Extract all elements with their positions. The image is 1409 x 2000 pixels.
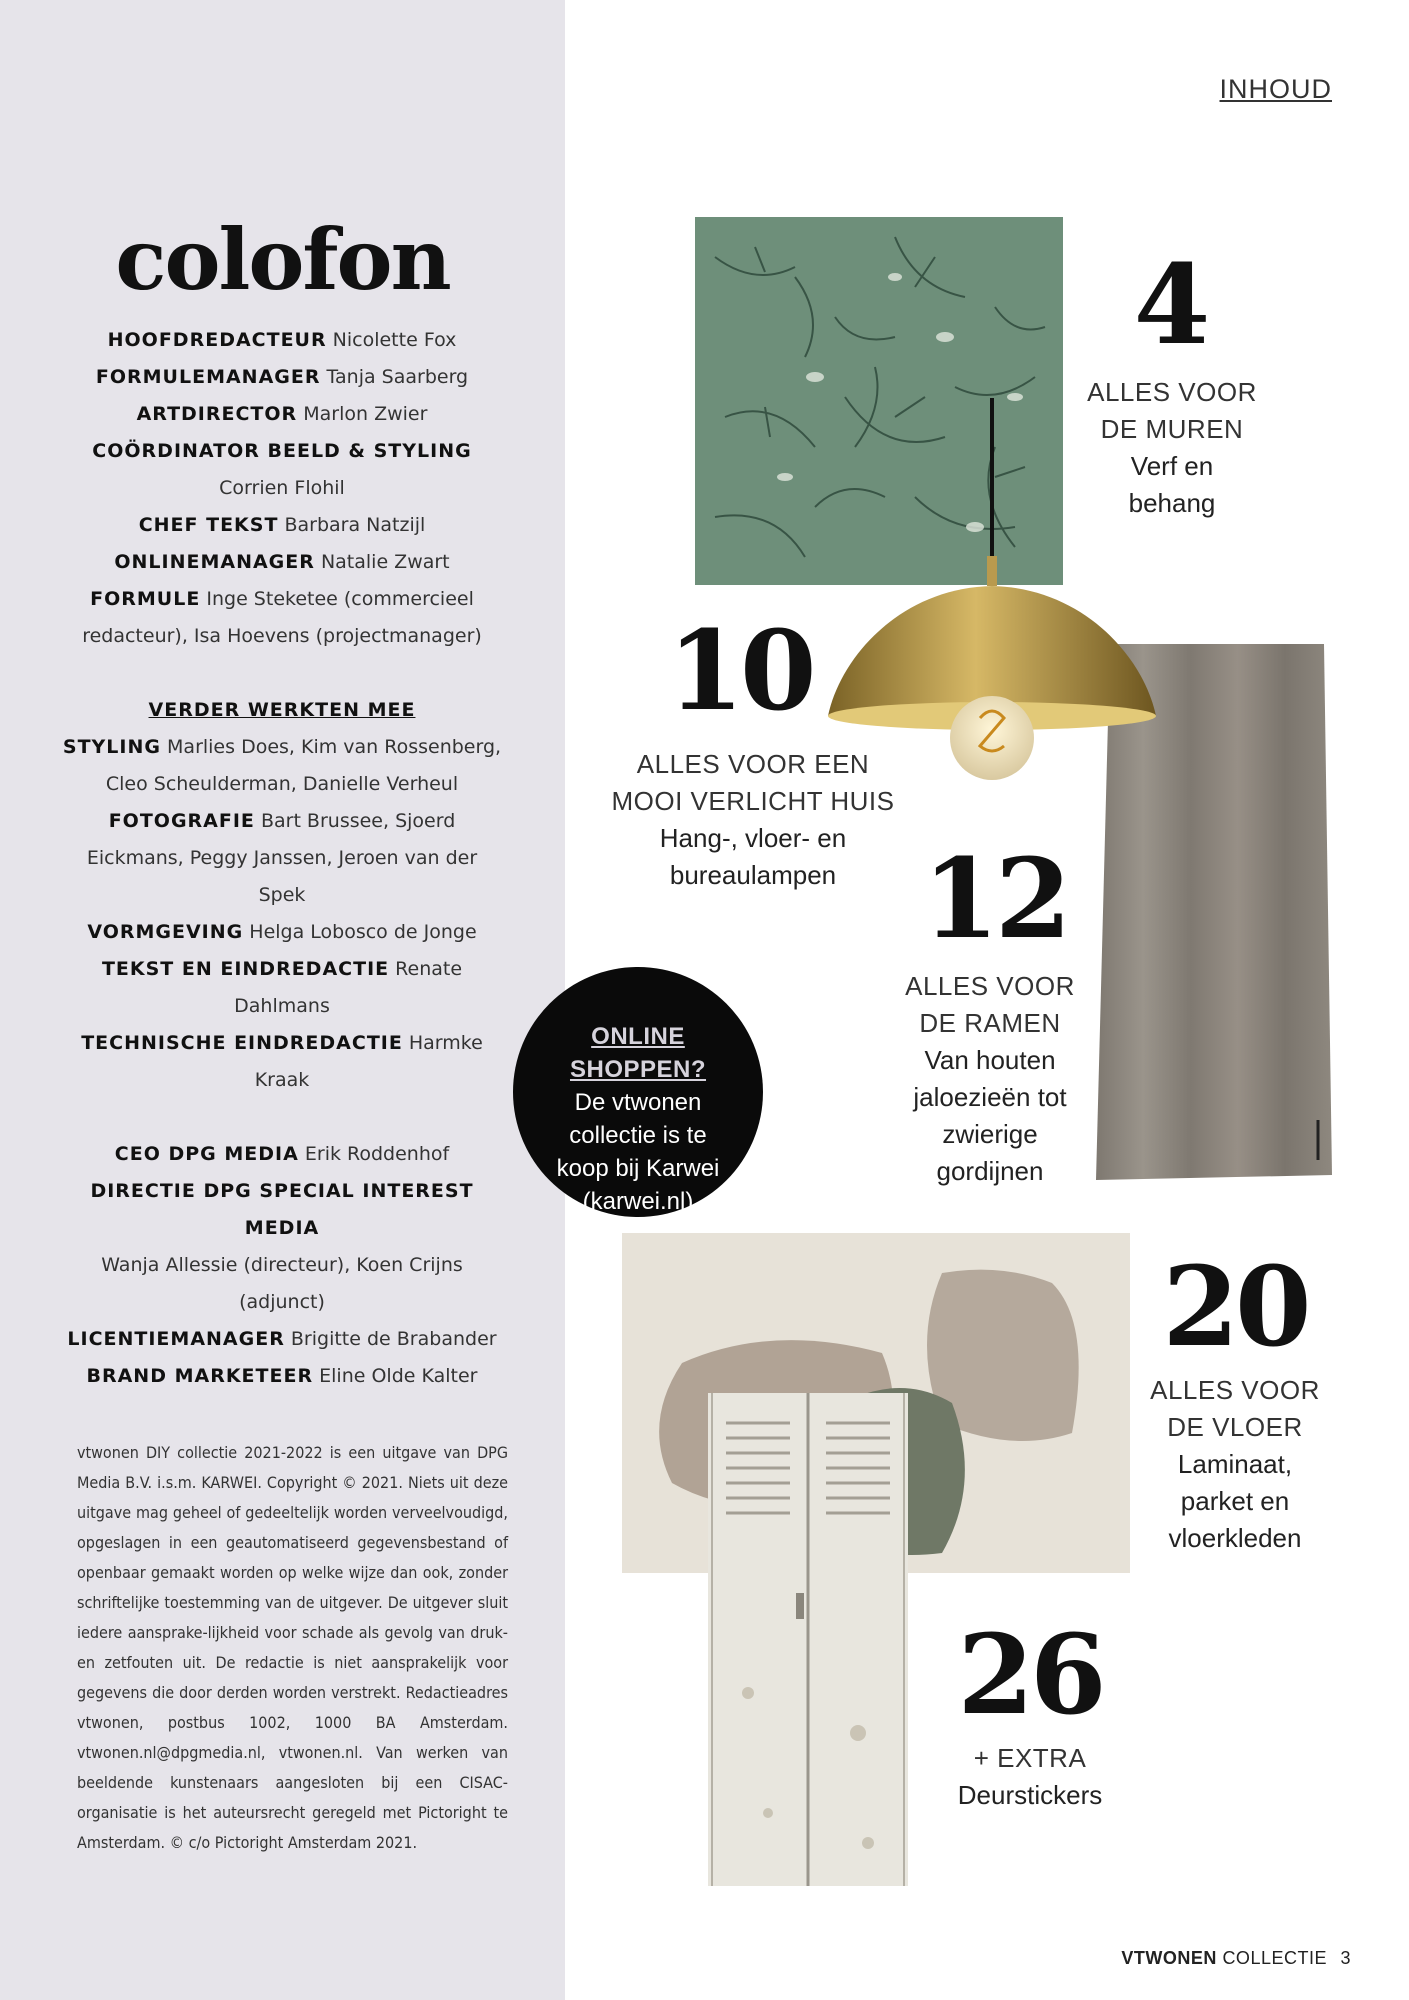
credit-line: DIRECTIE DPG SPECIAL INTEREST MEDIA Wanja Allessie (directeur), Koen Crijns (adjunct) <box>90 1180 474 1313</box>
credit-line: TECHNISCHE EINDREDACTIE Harmke Kraak <box>81 1032 483 1091</box>
credit-line: VORMGEVING Helga Lobosco de Jonge <box>87 921 477 943</box>
credit-line: BRAND MARKETEER Eline Olde Kalter <box>86 1365 478 1387</box>
promo-body-line1: De vtwonen <box>574 1089 702 1116</box>
credit-line: FORMULEMANAGER Tanja Saarberg <box>95 366 469 388</box>
credit-line: FOTOGRAFIE Bart Brussee, Sjoerd Eickmans, Peggy Janssen, Jeroen van der Spek <box>86 810 478 906</box>
credit-line: TEKST EN EINDREDACTIE Renate Dahlmans <box>101 958 463 1017</box>
credit-line: CHEF TEKST Barbara Natzijl <box>138 514 426 536</box>
toc-caption-26: + EXTRA Deurstickers <box>957 1743 1103 1810</box>
toc-caption-20: ALLES VOOR DE VLOER Laminaat, parket en vloerkleden <box>1150 1375 1320 1553</box>
credit-line: ARTDIRECTOR Marlon Zwier <box>136 403 428 425</box>
toc-number-10[interactable]: 10 <box>667 606 813 735</box>
locker-image <box>708 1393 908 1886</box>
credit-line: HOOFDREDACTEUR Nicolette Fox <box>107 329 457 351</box>
credit-line: FORMULE Inge Steketee (commercieel redacteur), Isa Hoevens (projectmanager) <box>82 588 482 647</box>
inhoud-link[interactable]: INHOUD <box>1219 74 1332 104</box>
credit-line: LICENTIEMANAGER Brigitte de Brabander <box>67 1328 497 1350</box>
promo-body-line2: collectie is te <box>569 1122 707 1149</box>
toc-caption-12: ALLES VOOR DE RAMEN Van houten jaloezieën tot zwierige gordijnen <box>905 971 1075 1186</box>
promo-body-line3: koop bij Karwei <box>556 1155 720 1182</box>
credit-line: COÖRDINATOR BEELD & STYLING Corrien Flohil <box>92 440 472 499</box>
toc-caption-4: ALLES VOOR DE MUREN Verf en behang <box>1087 377 1257 518</box>
credits-block <box>62 322 502 1395</box>
credit-line: ONLINEMANAGER Natalie Zwart <box>114 551 450 573</box>
contributors-heading: VERDER WERKTEN MEE <box>148 699 416 721</box>
credit-line: CEO DPG MEDIA Erik Roddenhof <box>114 1143 450 1165</box>
colofon-title: colofon <box>115 210 450 309</box>
legal-text: vtwonen DIY collectie 2021-2022 is een uitgave van DPG Media B.V. i.s.m. KARWEI. Copyright © 2021. Niets uit deze uitgave mag geheel of gedeeltelijk worden verveelvoudigd, opgeslagen in een geautomatiseerd gegevensbestand of openbaar gemaakt worden op welke wijze dan ook, zonder schriftelijke toestemming van de uitgever. De uitgever sluit iedere aansprake-lijkheid voor schade als gevolg van druk- en zetfouten uit. De redactie is niet aansprakelijk voor gegevens die door derden worden verstrekt. Redactieadres vtwonen, postbus 1002, 1000 BA Amsterdam. vtwonen.nl@dpgmedia.nl, vtwonen.nl. Van werken van beeldende kunstenaars aangesloten bij een CISAC-organisatie is het auteursrecht geregeld met Pictoright te Amsterdam. © c/o Pictoright Amsterdam 2021. <box>77 1443 508 1852</box>
online-shop-badge[interactable] <box>513 967 763 1217</box>
credit-line: STYLING Marlies Does, Kim van Rossenberg, Cleo Scheulderman, Danielle Verheul <box>62 736 502 795</box>
toc-number-20[interactable]: 20 <box>1162 1242 1308 1371</box>
toc-caption-10: ALLES VOOR EEN MOOI VERLICHT HUIS Hang-, vloer- en bureaulampen <box>611 749 895 890</box>
promo-title-line2: SHOPPEN? <box>569 1056 707 1083</box>
page-number: 3 <box>1340 1948 1351 1968</box>
promo-title-line1: ONLINE <box>591 1023 685 1050</box>
footer-brand: VTWONEN <box>1121 1948 1217 1968</box>
footer-section: COLLECTIE <box>1222 1948 1327 1968</box>
toc-number-26[interactable]: 26 <box>957 1610 1103 1739</box>
promo-body-line4: (karwei.nl) <box>582 1188 694 1215</box>
page-footer <box>1121 1948 1351 1969</box>
colofon-panel <box>0 0 565 2000</box>
toc-number-4[interactable]: 4 <box>1133 240 1207 369</box>
toc-number-12[interactable]: 12 <box>922 834 1068 963</box>
